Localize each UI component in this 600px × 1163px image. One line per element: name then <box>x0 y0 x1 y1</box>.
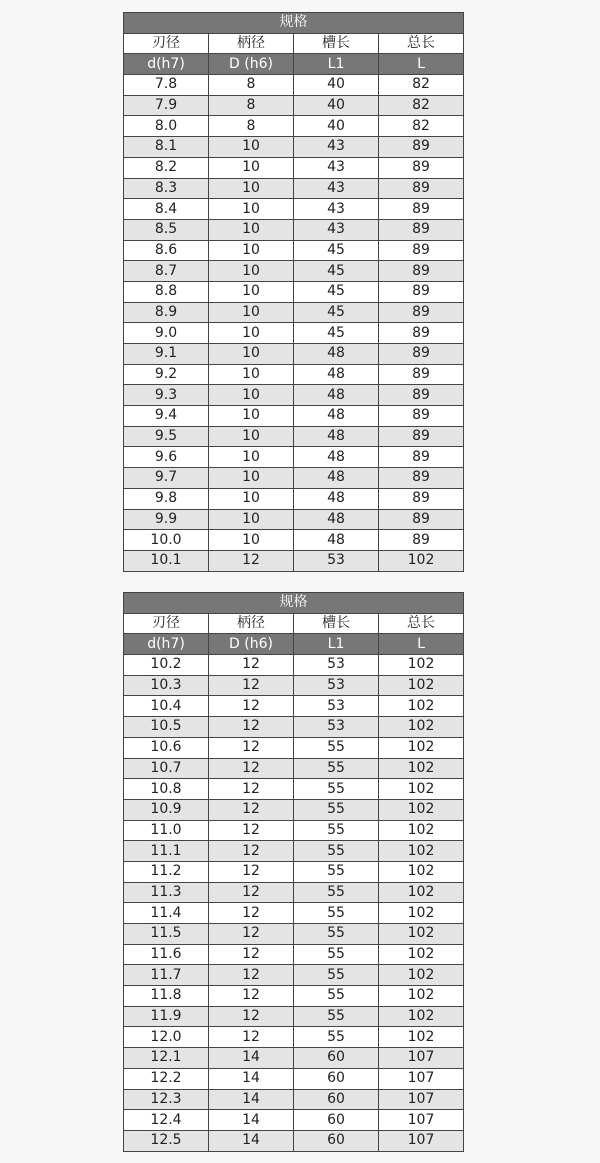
cell-shank-diameter: 10 <box>209 530 294 551</box>
col-subheader-L1: L1 <box>294 54 379 75</box>
cell-shank-diameter: 12 <box>209 882 294 903</box>
table-row <box>124 385 464 406</box>
cell-shank-diameter: 8 <box>209 116 294 137</box>
cell-overall-length: 89 <box>379 137 464 158</box>
cell-cutting-diameter: 11.6 <box>124 944 209 965</box>
cell-overall-length: 89 <box>379 323 464 344</box>
cell-overall-length: 89 <box>379 530 464 551</box>
cell-flute-length: 43 <box>294 199 379 220</box>
cell-shank-diameter: 10 <box>209 468 294 489</box>
cell-flute-length: 48 <box>294 385 379 406</box>
cell-overall-length: 102 <box>379 737 464 758</box>
cell-overall-length: 102 <box>379 944 464 965</box>
cell-flute-length: 55 <box>294 965 379 986</box>
table-row <box>124 986 464 1007</box>
table-row <box>124 219 464 240</box>
cell-cutting-diameter: 12.1 <box>124 1048 209 1069</box>
table-row <box>124 157 464 178</box>
table-row <box>124 841 464 862</box>
cell-overall-length: 102 <box>379 965 464 986</box>
cell-cutting-diameter: 12.5 <box>124 1130 209 1151</box>
cell-cutting-diameter: 12.2 <box>124 1068 209 1089</box>
table-row <box>124 924 464 945</box>
cell-overall-length: 89 <box>379 344 464 365</box>
table-row <box>124 1089 464 1110</box>
table-row <box>124 820 464 841</box>
cell-overall-length: 89 <box>379 385 464 406</box>
col-subheader-d: d(h7) <box>124 54 209 75</box>
cell-cutting-diameter: 10.3 <box>124 675 209 696</box>
cell-shank-diameter: 10 <box>209 240 294 261</box>
col-header-overall-length: 总长 <box>379 33 464 54</box>
table-row <box>124 1110 464 1131</box>
table-row <box>124 509 464 530</box>
cell-flute-length: 55 <box>294 1006 379 1027</box>
cell-cutting-diameter: 8.0 <box>124 116 209 137</box>
cell-overall-length: 102 <box>379 903 464 924</box>
cell-overall-length: 89 <box>379 447 464 468</box>
table-row <box>124 261 464 282</box>
cell-shank-diameter: 8 <box>209 95 294 116</box>
table-row <box>124 799 464 820</box>
table-title: 规格 <box>124 593 464 614</box>
table-row <box>124 137 464 158</box>
cell-cutting-diameter: 9.3 <box>124 385 209 406</box>
cell-overall-length: 102 <box>379 861 464 882</box>
table-row <box>124 426 464 447</box>
cell-cutting-diameter: 8.6 <box>124 240 209 261</box>
table-row <box>124 717 464 738</box>
cell-overall-length: 89 <box>379 509 464 530</box>
cell-shank-diameter: 10 <box>209 344 294 365</box>
cell-cutting-diameter: 11.8 <box>124 986 209 1007</box>
cell-flute-length: 48 <box>294 530 379 551</box>
cell-cutting-diameter: 11.5 <box>124 924 209 945</box>
cell-overall-length: 89 <box>379 261 464 282</box>
spec-table-1 <box>123 12 464 572</box>
cell-overall-length: 82 <box>379 75 464 96</box>
cell-flute-length: 60 <box>294 1048 379 1069</box>
table-row <box>124 468 464 489</box>
table-row <box>124 344 464 365</box>
cell-flute-length: 45 <box>294 240 379 261</box>
col-header-shank-diameter: 柄径 <box>209 33 294 54</box>
cell-shank-diameter: 10 <box>209 199 294 220</box>
cell-overall-length: 89 <box>379 468 464 489</box>
cell-overall-length: 82 <box>379 95 464 116</box>
cell-shank-diameter: 14 <box>209 1068 294 1089</box>
cell-cutting-diameter: 11.1 <box>124 841 209 862</box>
cell-overall-length: 107 <box>379 1048 464 1069</box>
cell-overall-length: 102 <box>379 1006 464 1027</box>
cell-shank-diameter: 12 <box>209 779 294 800</box>
table-row <box>124 550 464 571</box>
cell-overall-length: 102 <box>379 550 464 571</box>
cell-shank-diameter: 12 <box>209 841 294 862</box>
cell-cutting-diameter: 10.4 <box>124 696 209 717</box>
cell-cutting-diameter: 9.2 <box>124 364 209 385</box>
cell-flute-length: 48 <box>294 406 379 427</box>
cell-cutting-diameter: 10.1 <box>124 550 209 571</box>
table-row <box>124 696 464 717</box>
cell-cutting-diameter: 9.7 <box>124 468 209 489</box>
cell-flute-length: 55 <box>294 841 379 862</box>
cell-shank-diameter: 14 <box>209 1089 294 1110</box>
cell-shank-diameter: 10 <box>209 447 294 468</box>
cell-flute-length: 53 <box>294 550 379 571</box>
col-subheader-D: D (h6) <box>209 54 294 75</box>
cell-cutting-diameter: 12.4 <box>124 1110 209 1131</box>
table-row <box>124 737 464 758</box>
table-row <box>124 530 464 551</box>
cell-overall-length: 102 <box>379 717 464 738</box>
cell-cutting-diameter: 10.2 <box>124 655 209 676</box>
cell-shank-diameter: 12 <box>209 944 294 965</box>
cell-cutting-diameter: 8.1 <box>124 137 209 158</box>
col-subheader-L: L <box>379 54 464 75</box>
cell-flute-length: 55 <box>294 861 379 882</box>
table-row <box>124 1048 464 1069</box>
cell-cutting-diameter: 8.5 <box>124 219 209 240</box>
cell-cutting-diameter: 10.6 <box>124 737 209 758</box>
cell-flute-length: 48 <box>294 509 379 530</box>
cell-overall-length: 102 <box>379 696 464 717</box>
cell-flute-length: 48 <box>294 468 379 489</box>
cell-flute-length: 48 <box>294 364 379 385</box>
cell-cutting-diameter: 9.8 <box>124 488 209 509</box>
table-row <box>124 281 464 302</box>
cell-cutting-diameter: 11.9 <box>124 1006 209 1027</box>
table-row <box>124 655 464 676</box>
cell-flute-length: 55 <box>294 779 379 800</box>
cell-shank-diameter: 12 <box>209 737 294 758</box>
cell-flute-length: 43 <box>294 219 379 240</box>
cell-shank-diameter: 10 <box>209 364 294 385</box>
cell-shank-diameter: 10 <box>209 219 294 240</box>
col-header-cutting-diameter: 刃径 <box>124 33 209 54</box>
cell-shank-diameter: 14 <box>209 1110 294 1131</box>
col-header-flute-length: 槽长 <box>294 613 379 634</box>
cell-overall-length: 102 <box>379 882 464 903</box>
cell-overall-length: 102 <box>379 841 464 862</box>
cell-flute-length: 40 <box>294 116 379 137</box>
table-row <box>124 882 464 903</box>
col-subheader-L: L <box>379 634 464 655</box>
cell-cutting-diameter: 9.5 <box>124 426 209 447</box>
cell-flute-length: 45 <box>294 302 379 323</box>
table-row <box>124 944 464 965</box>
cell-cutting-diameter: 10.8 <box>124 779 209 800</box>
cell-cutting-diameter: 10.5 <box>124 717 209 738</box>
table-row <box>124 406 464 427</box>
cell-shank-diameter: 12 <box>209 717 294 738</box>
cell-flute-length: 53 <box>294 696 379 717</box>
cell-overall-length: 89 <box>379 302 464 323</box>
cell-cutting-diameter: 10.9 <box>124 799 209 820</box>
cell-cutting-diameter: 9.4 <box>124 406 209 427</box>
table-row <box>124 488 464 509</box>
cell-overall-length: 102 <box>379 655 464 676</box>
cell-flute-length: 55 <box>294 1027 379 1048</box>
cell-flute-length: 55 <box>294 944 379 965</box>
cell-shank-diameter: 12 <box>209 675 294 696</box>
table-row <box>124 302 464 323</box>
cell-flute-length: 55 <box>294 737 379 758</box>
table-row <box>124 903 464 924</box>
cell-shank-diameter: 12 <box>209 965 294 986</box>
col-subheader-L1: L1 <box>294 634 379 655</box>
spec-table-2 <box>123 592 464 1152</box>
cell-flute-length: 43 <box>294 157 379 178</box>
table-row <box>124 675 464 696</box>
col-header-flute-length: 槽长 <box>294 33 379 54</box>
cell-cutting-diameter: 9.1 <box>124 344 209 365</box>
cell-cutting-diameter: 9.9 <box>124 509 209 530</box>
cell-overall-length: 102 <box>379 986 464 1007</box>
cell-shank-diameter: 10 <box>209 406 294 427</box>
cell-flute-length: 55 <box>294 882 379 903</box>
table-row <box>124 965 464 986</box>
cell-cutting-diameter: 9.6 <box>124 447 209 468</box>
cell-overall-length: 102 <box>379 924 464 945</box>
cell-cutting-diameter: 11.3 <box>124 882 209 903</box>
cell-overall-length: 102 <box>379 758 464 779</box>
cell-shank-diameter: 12 <box>209 820 294 841</box>
cell-overall-length: 107 <box>379 1068 464 1089</box>
cell-cutting-diameter: 8.9 <box>124 302 209 323</box>
cell-shank-diameter: 12 <box>209 924 294 945</box>
cell-overall-length: 89 <box>379 364 464 385</box>
cell-flute-length: 40 <box>294 95 379 116</box>
col-subheader-D: D (h6) <box>209 634 294 655</box>
cell-flute-length: 43 <box>294 137 379 158</box>
cell-shank-diameter: 12 <box>209 799 294 820</box>
cell-flute-length: 55 <box>294 820 379 841</box>
cell-cutting-diameter: 8.7 <box>124 261 209 282</box>
cell-overall-length: 89 <box>379 426 464 447</box>
cell-cutting-diameter: 10.0 <box>124 530 209 551</box>
cell-overall-length: 89 <box>379 406 464 427</box>
cell-overall-length: 89 <box>379 178 464 199</box>
table-row <box>124 1068 464 1089</box>
cell-shank-diameter: 10 <box>209 281 294 302</box>
cell-flute-length: 53 <box>294 675 379 696</box>
table-row <box>124 1006 464 1027</box>
cell-cutting-diameter: 7.8 <box>124 75 209 96</box>
cell-overall-length: 89 <box>379 157 464 178</box>
cell-shank-diameter: 12 <box>209 1027 294 1048</box>
cell-flute-length: 48 <box>294 426 379 447</box>
col-header-shank-diameter: 柄径 <box>209 613 294 634</box>
cell-flute-length: 60 <box>294 1110 379 1131</box>
cell-flute-length: 55 <box>294 758 379 779</box>
cell-flute-length: 55 <box>294 903 379 924</box>
table-body <box>124 655 464 1152</box>
cell-shank-diameter: 10 <box>209 157 294 178</box>
cell-overall-length: 89 <box>379 240 464 261</box>
cell-shank-diameter: 12 <box>209 550 294 571</box>
cell-overall-length: 89 <box>379 488 464 509</box>
cell-flute-length: 60 <box>294 1089 379 1110</box>
cell-overall-length: 102 <box>379 1027 464 1048</box>
table-row <box>124 779 464 800</box>
table-row <box>124 323 464 344</box>
cell-overall-length: 89 <box>379 199 464 220</box>
cell-shank-diameter: 10 <box>209 178 294 199</box>
cell-shank-diameter: 12 <box>209 696 294 717</box>
cell-flute-length: 45 <box>294 281 379 302</box>
cell-overall-length: 102 <box>379 799 464 820</box>
cell-shank-diameter: 14 <box>209 1048 294 1069</box>
cell-shank-diameter: 12 <box>209 1006 294 1027</box>
cell-cutting-diameter: 11.7 <box>124 965 209 986</box>
table-row <box>124 75 464 96</box>
cell-cutting-diameter: 10.7 <box>124 758 209 779</box>
cell-overall-length: 102 <box>379 675 464 696</box>
cell-flute-length: 55 <box>294 799 379 820</box>
table-row <box>124 1027 464 1048</box>
cell-shank-diameter: 10 <box>209 385 294 406</box>
col-header-cutting-diameter: 刃径 <box>124 613 209 634</box>
cell-cutting-diameter: 11.0 <box>124 820 209 841</box>
cell-flute-length: 60 <box>294 1130 379 1151</box>
cell-shank-diameter: 8 <box>209 75 294 96</box>
cell-flute-length: 48 <box>294 447 379 468</box>
cell-flute-length: 48 <box>294 344 379 365</box>
cell-cutting-diameter: 12.3 <box>124 1089 209 1110</box>
cell-flute-length: 48 <box>294 488 379 509</box>
cell-flute-length: 53 <box>294 655 379 676</box>
cell-overall-length: 89 <box>379 219 464 240</box>
table-row <box>124 364 464 385</box>
cell-flute-length: 60 <box>294 1068 379 1089</box>
cell-shank-diameter: 10 <box>209 137 294 158</box>
table-row <box>124 861 464 882</box>
table-row <box>124 240 464 261</box>
table-title: 规格 <box>124 13 464 34</box>
cell-cutting-diameter: 8.4 <box>124 199 209 220</box>
cell-shank-diameter: 12 <box>209 758 294 779</box>
cell-shank-diameter: 12 <box>209 903 294 924</box>
cell-overall-length: 107 <box>379 1110 464 1131</box>
table-row <box>124 447 464 468</box>
table-row <box>124 95 464 116</box>
cell-flute-length: 45 <box>294 261 379 282</box>
cell-flute-length: 55 <box>294 986 379 1007</box>
table-row <box>124 1130 464 1151</box>
cell-flute-length: 53 <box>294 717 379 738</box>
cell-flute-length: 40 <box>294 75 379 96</box>
cell-overall-length: 107 <box>379 1130 464 1151</box>
table-row <box>124 116 464 137</box>
table-row <box>124 178 464 199</box>
cell-cutting-diameter: 8.3 <box>124 178 209 199</box>
cell-flute-length: 45 <box>294 323 379 344</box>
cell-shank-diameter: 10 <box>209 488 294 509</box>
cell-cutting-diameter: 11.4 <box>124 903 209 924</box>
col-header-overall-length: 总长 <box>379 613 464 634</box>
cell-shank-diameter: 12 <box>209 655 294 676</box>
cell-cutting-diameter: 7.9 <box>124 95 209 116</box>
cell-overall-length: 102 <box>379 820 464 841</box>
cell-cutting-diameter: 11.2 <box>124 861 209 882</box>
cell-shank-diameter: 10 <box>209 261 294 282</box>
table-row <box>124 758 464 779</box>
cell-shank-diameter: 12 <box>209 861 294 882</box>
cell-shank-diameter: 12 <box>209 986 294 1007</box>
cell-shank-diameter: 10 <box>209 509 294 530</box>
col-subheader-d: d(h7) <box>124 634 209 655</box>
cell-overall-length: 89 <box>379 281 464 302</box>
cell-flute-length: 43 <box>294 178 379 199</box>
cell-shank-diameter: 10 <box>209 302 294 323</box>
cell-overall-length: 107 <box>379 1089 464 1110</box>
cell-cutting-diameter: 9.0 <box>124 323 209 344</box>
cell-cutting-diameter: 8.8 <box>124 281 209 302</box>
cell-shank-diameter: 14 <box>209 1130 294 1151</box>
cell-shank-diameter: 10 <box>209 426 294 447</box>
cell-cutting-diameter: 12.0 <box>124 1027 209 1048</box>
table-body <box>124 75 464 572</box>
table-row <box>124 199 464 220</box>
cell-shank-diameter: 10 <box>209 323 294 344</box>
cell-cutting-diameter: 8.2 <box>124 157 209 178</box>
cell-flute-length: 55 <box>294 924 379 945</box>
cell-overall-length: 82 <box>379 116 464 137</box>
cell-overall-length: 102 <box>379 779 464 800</box>
